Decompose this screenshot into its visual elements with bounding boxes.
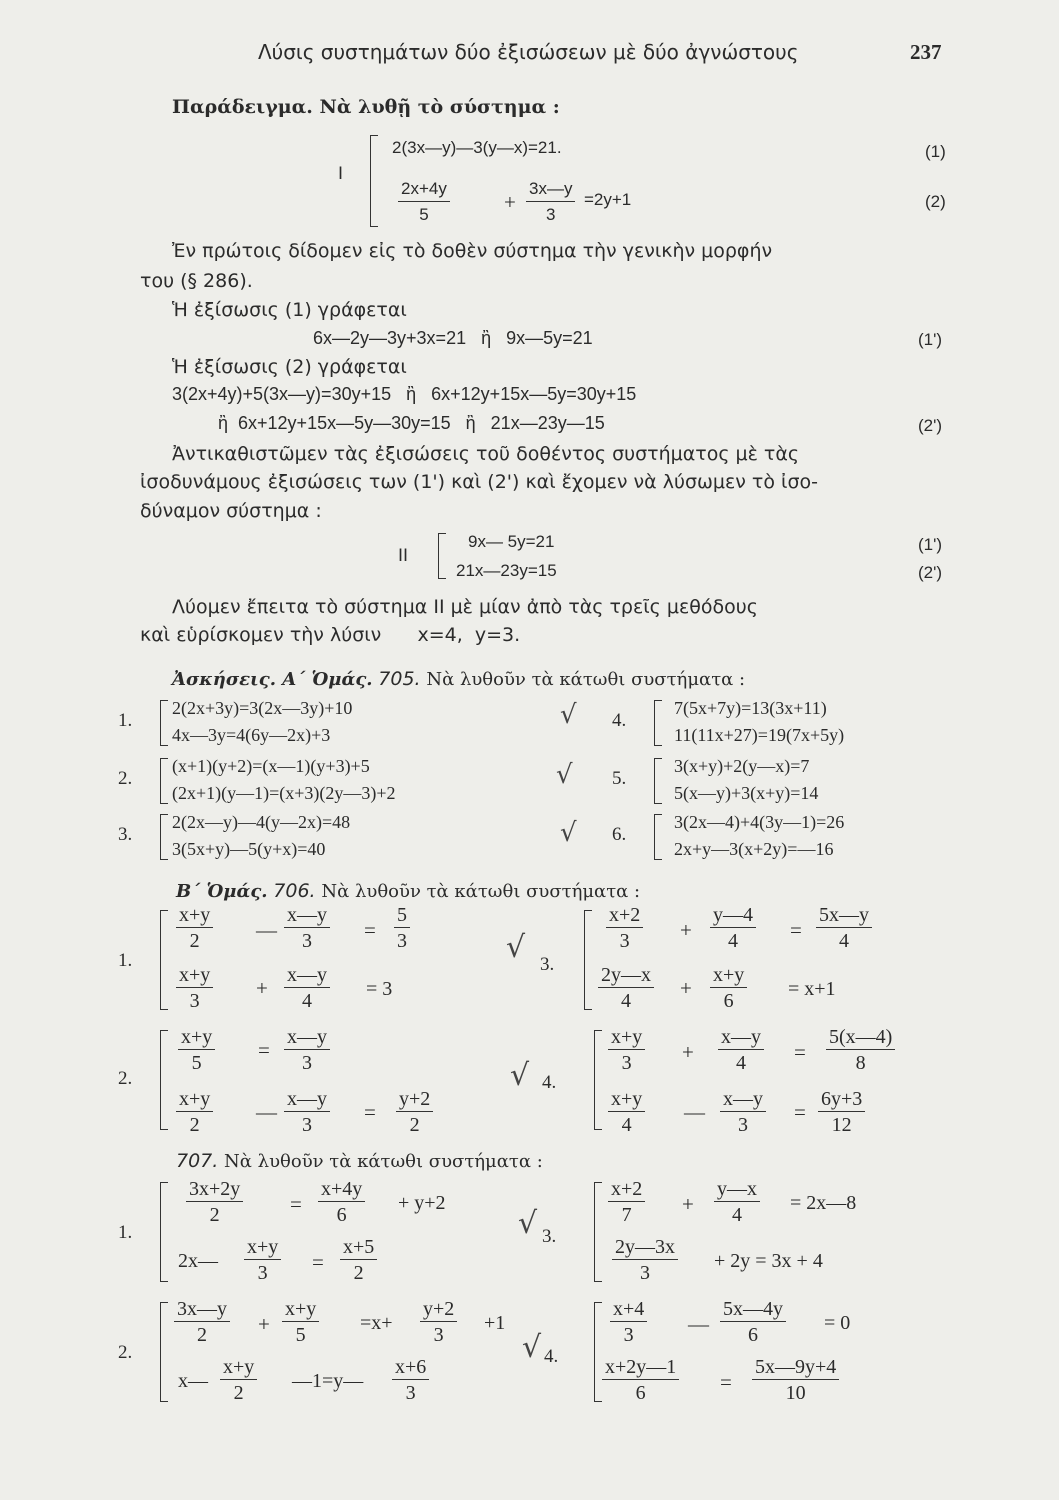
d: 4 <box>728 930 738 952</box>
d: 10 <box>785 1382 806 1404</box>
n: x+2y—1 <box>602 1356 679 1380</box>
d: 2 <box>209 1204 220 1226</box>
d: 3 <box>623 1324 634 1346</box>
ex706-number-3: 3. <box>540 954 555 975</box>
page-number: 237 <box>910 40 942 64</box>
d: 2 <box>233 1382 244 1404</box>
system-brace-1 <box>370 135 371 227</box>
exercises-instruction: Νὰ λυθοῦν τὰ κάτωθι συστήματα : <box>321 881 641 902</box>
exercises-instruction: Νὰ λυθοῦν τὰ κάτωθι συστήματα : <box>426 669 746 690</box>
d: 4 <box>732 1204 742 1226</box>
ex705-number-4: 4. <box>612 710 627 731</box>
plus: + <box>680 918 692 942</box>
ex707-2a-f2 <box>282 1298 319 1346</box>
d: 3 <box>621 1052 632 1074</box>
n: x+4 <box>610 1298 647 1322</box>
n: x+y <box>282 1298 319 1322</box>
derived-line-3-tag: (2') <box>918 416 943 435</box>
ex707-2a-mid: =x+ <box>360 1312 393 1334</box>
n: x+5 <box>340 1236 377 1260</box>
minus: — <box>688 1312 709 1336</box>
d: 12 <box>831 1114 852 1136</box>
d: 3 <box>189 990 200 1012</box>
paragraph-replace: Ἀντικαθιστῶμεν τὰς ἐξισώσεις τοῦ δοθέντος συστήματος μὲ τὰς <box>172 443 800 465</box>
running-header: Λύσις συστημάτων δύο ἐξισώσεων μὲ δύο ἀγνώστους <box>258 40 799 64</box>
minus: — <box>684 1100 705 1124</box>
system2-eq1: 9x— 5y=21 <box>468 532 555 551</box>
equals: = <box>312 1250 324 1274</box>
ex707-1b-f1 <box>244 1236 281 1284</box>
n: x+y <box>608 1088 645 1112</box>
ex707-1a-f2 <box>318 1178 365 1226</box>
example-eq1: 2(3x—y)—3(y—x)=21. <box>392 138 562 157</box>
n: 2y—x <box>598 964 654 988</box>
paragraph-eq2-written: Ἡ ἐξίσωσις (2) γράφεται <box>172 356 407 378</box>
equals: = <box>364 918 376 942</box>
paragraph-replace-2: ἰσοδυνάμους ἐξισώσεις των (1') καὶ (2') καὶ ἔχομεν νὰ λύσωμεν τὸ ἰσο- <box>140 471 818 493</box>
ex706-brace-1 <box>160 910 161 1010</box>
example-eq2-frac1 <box>398 178 450 226</box>
d: 4 <box>736 1052 746 1074</box>
equals: = <box>794 1100 806 1124</box>
paragraph-eq1-written: Ἡ ἐξίσωσις (1) γράφεται <box>172 299 407 321</box>
ex707-number-4: 4. <box>544 1346 559 1367</box>
n: x+2 <box>608 1178 645 1202</box>
ex706-2a-f1 <box>178 1026 215 1074</box>
ex707-1a-rhs: + y+2 <box>398 1192 446 1214</box>
system2-eq2: 21x—23y=15 <box>456 561 557 580</box>
n: x—y <box>718 1026 764 1050</box>
ex706-1b-f1 <box>176 964 213 1012</box>
d: 3 <box>302 930 312 952</box>
check-mark-icon: √ <box>522 1330 542 1365</box>
ex707-3b-f1 <box>612 1236 678 1284</box>
check-mark-icon: √ <box>556 760 573 790</box>
check-mark-icon: √ <box>510 1058 530 1093</box>
ex706-4a-f2 <box>718 1026 764 1074</box>
d: 3 <box>405 1382 416 1404</box>
n: 6y+3 <box>818 1088 865 1112</box>
ex707-3b-rhs: + 2y = 3x + 4 <box>714 1250 823 1272</box>
d: 3 <box>302 1052 312 1074</box>
paragraph-general-form-cont: του (§ 286). <box>140 270 253 292</box>
paragraph-replace-3: δύναμον σύστημα : <box>140 500 322 522</box>
ex705-number-3: 3. <box>118 824 133 845</box>
d: 3 <box>738 1114 748 1136</box>
equals: = <box>258 1038 270 1062</box>
ex707-2a-f3 <box>420 1298 457 1346</box>
ex707-2a-f1 <box>174 1298 230 1346</box>
ex705-equation-5a: 3(x+y)+2(y—x)=7 <box>674 756 810 776</box>
n: x—y <box>284 1026 330 1050</box>
ex706-brace-4 <box>594 1030 595 1130</box>
frac-numerator: 3x—y <box>526 178 575 202</box>
ex705-equation-6a: 3(2x—4)+4(3y—1)=26 <box>674 812 845 832</box>
derived-line-1: 6x—2y—3y+3x=21 ἢ 9x—5y=21 <box>313 328 593 348</box>
ex706-brace-2 <box>160 1030 161 1130</box>
example-heading: Παράδειγμα. Νὰ λυθῇ τὸ σύστημα : <box>172 96 560 118</box>
ex705-equation-5b: 5(x—y)+3(x+y)=14 <box>674 783 819 803</box>
plus: + <box>680 976 692 1000</box>
ex705-number-6: 6. <box>612 824 627 845</box>
n: 5 <box>394 904 410 928</box>
n: 3x+2y <box>186 1178 243 1202</box>
d: 2 <box>189 1114 200 1136</box>
example-eq2-frac2 <box>526 178 575 226</box>
ex707-brace-1 <box>160 1182 161 1282</box>
n: x+2 <box>606 904 643 928</box>
exercises-706-heading <box>176 880 640 902</box>
ex706-3a-f3 <box>816 904 872 952</box>
d: 2 <box>409 1114 420 1136</box>
n: x+y <box>220 1356 257 1380</box>
paragraph-solve: Λύομεν ἔπειτα τὸ σύστημα II μὲ μίαν ἀπὸ τὰς τρεῖς μεθόδους <box>172 596 758 618</box>
equals: = <box>790 918 802 942</box>
ex707-2b-f1 <box>220 1356 257 1404</box>
ex705-brace-2 <box>160 758 161 804</box>
d: 6 <box>748 1324 758 1346</box>
ex705-equation-1b: 4x—3y=4(6y—2x)+3 <box>172 725 331 745</box>
n: x—y <box>284 1088 330 1112</box>
ex707-3a-rhs: = 2x—8 <box>790 1192 857 1214</box>
ex705-equation-1a: 2(2x+3y)=3(2x—3y)+10 <box>172 698 353 718</box>
ex705-brace-5 <box>654 758 655 804</box>
paragraph-solution: καὶ εὑρίσκομεν τὴν λύσιν x=4, y=3. <box>140 624 521 646</box>
ex706-number-1: 1. <box>118 950 133 971</box>
n: x+y <box>176 964 213 988</box>
n: x+y <box>710 964 747 988</box>
exercises-group-a-label: Ἀσκήσεις. Α΄ Ὁμάς. <box>172 669 373 690</box>
ex706-4a-f3 <box>826 1026 895 1074</box>
n: x+y <box>178 1026 215 1050</box>
check-mark-icon: √ <box>560 700 577 730</box>
n: x+6 <box>392 1356 429 1380</box>
derived-line-3: ἢ 6x+12y+15x—5y—30y=15 ἢ 21x—23y—15 <box>218 413 605 433</box>
n: y+2 <box>396 1088 433 1112</box>
exercise-number-705: 705. <box>378 668 421 690</box>
ex707-2b-f2 <box>392 1356 429 1404</box>
ex707-brace-3 <box>594 1182 595 1282</box>
exercises-group-b-label: Β΄ Ὁμάς. <box>176 881 268 902</box>
n: 5x—y <box>816 904 872 928</box>
d: 3 <box>619 930 630 952</box>
ex706-4b-f3 <box>818 1088 865 1136</box>
ex707-number-2: 2. <box>118 1342 133 1363</box>
ex706-1a-f1 <box>176 904 213 952</box>
n: x+4y <box>318 1178 365 1202</box>
ex707-1a-f1 <box>186 1178 243 1226</box>
ex706-4b-f2 <box>720 1088 766 1136</box>
ex706-1b-f2 <box>284 964 330 1012</box>
n: 5x—4y <box>720 1298 786 1322</box>
ex707-4b-f1 <box>602 1356 679 1404</box>
n: x—y <box>720 1088 766 1112</box>
ex706-number-2: 2. <box>118 1068 133 1089</box>
ex706-3b-f2 <box>710 964 747 1012</box>
ex706-3b-rhs: = x+1 <box>788 978 836 1000</box>
d: 6 <box>635 1382 646 1404</box>
example-eq1-tag: (1) <box>925 142 946 161</box>
ex706-4a-f1 <box>608 1026 645 1074</box>
d: 3 <box>302 1114 312 1136</box>
ex707-1b-lhs: 2x— <box>178 1250 218 1272</box>
ex705-brace-6 <box>654 814 655 860</box>
ex706-2b-f2 <box>284 1088 330 1136</box>
ex706-1a-f2 <box>284 904 330 952</box>
equals: = <box>720 1370 732 1394</box>
ex707-3a-f2 <box>714 1178 760 1226</box>
exercises-705-heading <box>172 668 745 690</box>
ex707-3a-f1 <box>608 1178 645 1226</box>
derived-line-2: 3(2x+4y)+5(3x—y)=30y+15 ἢ 6x+12y+15x—5y=30y+15 <box>172 384 637 404</box>
n: 5(x—4) <box>826 1026 895 1050</box>
equals: = <box>290 1192 302 1216</box>
n: 3x—y <box>174 1298 230 1322</box>
example-eq2-plus: + <box>504 190 516 214</box>
d: 2 <box>353 1262 364 1284</box>
system-label-2: II <box>398 546 409 566</box>
n: y—x <box>714 1178 760 1202</box>
plus: + <box>682 1040 694 1064</box>
ex705-equation-4a: 7(5x+7y)=13(3x+11) <box>674 698 827 718</box>
d: 4 <box>621 1114 632 1136</box>
n: x+y <box>176 904 213 928</box>
ex706-3a-f1 <box>606 904 643 952</box>
ex707-4b-f2 <box>752 1356 839 1404</box>
ex707-number-1: 1. <box>118 1222 133 1243</box>
ex705-equation-4b: 11(11x+27)=19(7x+5y) <box>674 725 845 745</box>
check-mark-icon: √ <box>506 930 526 965</box>
ex706-2a-f2 <box>284 1026 330 1074</box>
n: x+y <box>608 1026 645 1050</box>
n: 5x—9y+4 <box>752 1356 839 1380</box>
frac-numerator: 2x+4y <box>398 178 450 202</box>
paragraph-general-form: Ἐν πρώτοις δίδομεν εἰς τὸ δοθὲν σύστημα τὴν γενικὴν μορφήν <box>172 240 773 262</box>
example-eq2-tag: (2) <box>925 192 946 211</box>
ex707-number-3: 3. <box>542 1226 557 1247</box>
exercises-instruction: Νὰ λυθοῦν τὰ κάτωθι συστήματα : <box>224 1151 543 1172</box>
d: 2 <box>197 1324 207 1346</box>
ex706-3a-f2 <box>710 904 756 952</box>
exercises-707-heading <box>176 1150 543 1172</box>
ex706-brace-3 <box>584 910 585 1010</box>
ex706-2b-f3 <box>396 1088 433 1136</box>
check-mark-icon: √ <box>518 1206 538 1241</box>
d: 6 <box>723 990 734 1012</box>
system-label-1: I <box>338 164 344 184</box>
d: 4 <box>839 930 849 952</box>
ex705-equation-2a: (x+1)(y+2)=(x—1)(y+3)+5 <box>172 756 370 776</box>
ex707-1b-f2 <box>340 1236 377 1284</box>
ex706-number-4: 4. <box>542 1072 557 1093</box>
ex707-4a-f2 <box>720 1298 786 1346</box>
ex707-2b-mid: —1=y— <box>292 1370 364 1392</box>
system2-eq1-tag: (1') <box>918 535 943 554</box>
d: 8 <box>855 1052 866 1074</box>
d: 3 <box>397 930 407 952</box>
ex707-brace-2 <box>160 1302 161 1402</box>
d: 3 <box>640 1262 650 1284</box>
d: 4 <box>302 990 312 1012</box>
ex705-equation-2b: (2x+1)(y—1)=(x+3)(2y—3)+2 <box>172 783 396 803</box>
n: 2y—3x <box>612 1236 678 1260</box>
n: x+y <box>176 1088 213 1112</box>
equals: = <box>794 1040 806 1064</box>
ex707-2b-lhs: x— <box>178 1370 208 1392</box>
frac-denominator: 3 <box>546 205 556 224</box>
d: 5 <box>191 1052 202 1074</box>
ex705-number-2: 2. <box>118 768 133 789</box>
d: 2 <box>189 930 200 952</box>
n: y—4 <box>710 904 756 928</box>
ex705-equation-6b: 2x+y—3(x+2y)=—16 <box>674 839 834 859</box>
system-brace-2 <box>438 533 439 579</box>
d: 5 <box>295 1324 306 1346</box>
n: x+y <box>244 1236 281 1260</box>
ex707-brace-4 <box>594 1302 595 1402</box>
d: 4 <box>621 990 631 1012</box>
ex705-equation-3a: 2(2x—y)—4(y—2x)=48 <box>172 812 351 832</box>
ex707-4a-f1 <box>610 1298 647 1346</box>
minus: — <box>256 1100 277 1124</box>
exercise-number-706: 706. <box>273 880 316 902</box>
ex706-4b-f1 <box>608 1088 645 1136</box>
equals: = <box>364 1100 376 1124</box>
ex706-1a-f3 <box>394 904 410 952</box>
check-mark-icon: √ <box>560 818 577 848</box>
d: 3 <box>257 1262 268 1284</box>
ex705-equation-3b: 3(5x+y)—5(y+x)=40 <box>172 839 326 859</box>
ex705-brace-1 <box>160 700 161 746</box>
ex706-2b-f1 <box>176 1088 213 1136</box>
d: 6 <box>336 1204 347 1226</box>
n: x—y <box>284 904 330 928</box>
exercise-number-707: 707. <box>176 1150 219 1172</box>
derived-line-1-tag: (1') <box>918 330 943 349</box>
ex705-number-5: 5. <box>612 768 627 789</box>
frac-denominator: 5 <box>419 205 429 224</box>
ex705-brace-3 <box>160 814 161 860</box>
n: y+2 <box>420 1298 457 1322</box>
ex706-3b-f1 <box>598 964 654 1012</box>
plus: + <box>682 1192 694 1216</box>
ex706-1b-rhs: = 3 <box>366 978 393 1000</box>
minus: — <box>256 918 277 942</box>
d: 7 <box>621 1204 632 1226</box>
d: 3 <box>433 1324 444 1346</box>
ex707-2a-end: +1 <box>484 1312 506 1334</box>
n: x—y <box>284 964 330 988</box>
example-eq2-rhs: =2y+1 <box>584 190 632 209</box>
ex705-brace-4 <box>654 700 655 746</box>
plus: + <box>256 976 268 1000</box>
ex705-number-1: 1. <box>118 710 133 731</box>
ex707-4a-rhs: = 0 <box>824 1312 851 1334</box>
system2-eq2-tag: (2') <box>918 563 943 582</box>
plus: + <box>258 1312 270 1336</box>
